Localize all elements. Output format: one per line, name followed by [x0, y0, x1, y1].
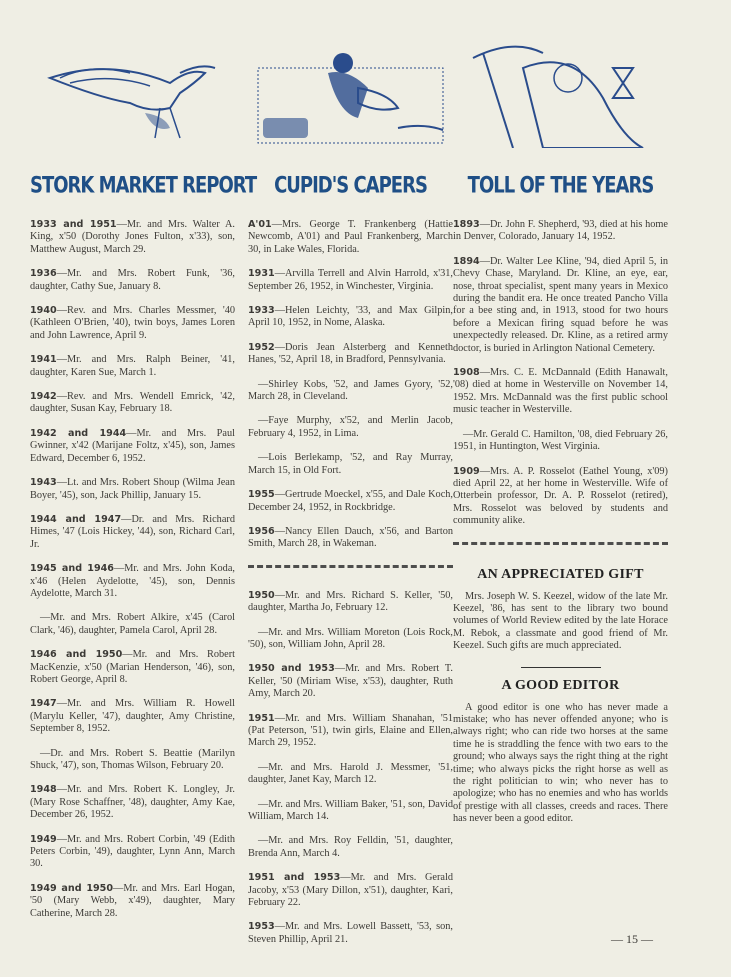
entry-year: 1955 [248, 489, 275, 501]
entry-text: —Mr. and Mrs. Gerald Jacoby, x'53 (Mary Dillon, x'51), daughter, Kari, February 22. [248, 872, 453, 909]
divider-rule [521, 667, 601, 668]
section-divider [453, 542, 668, 545]
entry-text: —Rev. and Mrs. Charles Messmer, '40 (Kathleen O'Brien, '40), twin boys, James Loren and John Lawrence, April 9. [30, 305, 235, 341]
entry [453, 367, 668, 417]
entry-year: 1956 [248, 525, 275, 537]
entry-year: 1931 [248, 268, 275, 280]
entry-year: 1942 [30, 391, 57, 403]
entry-year: 1950 and 1953 [248, 663, 335, 675]
entry-text: —Mrs. A. P. Rosselot (Eathel Young, x'09) died April 22, at her home in Westerville. Wife of Otterbein professor, Dr. A. P. Rosselot (retired), Mrs. Rosselot was beloved by students and community alike. [453, 465, 668, 527]
entry [248, 452, 453, 477]
entry-text: —Mr. and Mrs. Walter A. King, x'50 (Dorothy Jones Fulton, x'33), son, Matthew August, March 29. [30, 219, 235, 255]
entry [248, 526, 453, 551]
stork-entries-continued [248, 590, 453, 947]
entry-text: —Mr. and Mrs. Ralph Beiner, '41, daughter, Karen Sue, March 1. [30, 354, 235, 378]
entry-text: —Lt. and Mrs. Robert Shoup (Wilma Jean Boyer, '45), son, Jack Phillip, January 15. [30, 477, 235, 501]
entry-year: 1941 [30, 354, 57, 366]
stork-market-column [30, 0, 257, 932]
entry-year: 1936 [30, 268, 57, 280]
entry [30, 649, 235, 686]
entry [30, 883, 235, 920]
entry-text: —Mr. and Mrs. Robert Funk, '36, daughter, Cathy Sue, January 8. [30, 268, 235, 292]
entry [248, 342, 453, 367]
entry-year: 1909 [453, 465, 480, 477]
cupids-capers-header: CUPID'S CAPERS [274, 172, 427, 199]
entry-text: —Mrs. George T. Frankenberg (Hattie Newcomb, A'01) and Paul Frankenberg, March 30, in Lake Wales, Florida. [248, 219, 453, 255]
entry-year: 1952 [248, 341, 275, 353]
entry-year: 1949 and 1950 [30, 882, 114, 894]
section-divider [248, 565, 453, 568]
entry [248, 590, 453, 615]
entry-year: 1933 and 1951 [30, 219, 117, 230]
entry-year: 1944 and 1947 [30, 513, 122, 525]
toll-of-years-column [453, 0, 668, 838]
entry-text: —Mr. and Mrs. Robert Corbin, '49 (Edith Peters Corbin, '49), daughter, Lynn Ann, March 30. [30, 833, 235, 870]
entry-text: —Mr. and Mrs. Robert Alkire, x'45 (Carol Clark, '46), daughter, Pamela Carol, April 28. [30, 612, 235, 636]
entry-text: —Lois Berlekamp, '52, and Ray Murray, March 15, in Old Fort. [248, 452, 453, 476]
entry [30, 219, 235, 256]
entry-text: —Mr. and Mrs. Roy Felldin, '51, daughter, Brenda Ann, March 4. [248, 835, 453, 859]
entry [248, 489, 453, 514]
entry [30, 514, 235, 551]
entry-year: 1894 [453, 255, 480, 267]
entry-year: 1893 [453, 219, 480, 230]
entry [248, 305, 453, 330]
entry-text: —Mr. and Mrs. William Shanahan, '51 (Pat Peterson, '51), twin girls, Elaine and Ellen, March 29, 1952. [248, 712, 453, 749]
entry [30, 748, 235, 773]
entry-text: —Mr. and Mrs. Paul Gwinner, x'42 (Marijane Foltz, x'45), son, James Edward, December 6, 1952. [30, 427, 235, 464]
entry [30, 305, 235, 342]
scythe-icon [453, 38, 668, 148]
entry-text: —Nancy Ellen Dauch, x'56, and Barton Smith, March 28, in Wakeman. [248, 525, 453, 550]
stork-illustration [30, 0, 235, 130]
entry-text: —Doris Jean Alsterberg and Kenneth Hanes, '52, April 18, in Bradford, Pennsylvania. [248, 341, 453, 366]
gift-title: AN APPRECIATED GIFT [477, 566, 644, 582]
entry-text: —Gertrude Moeckel, x'55, and Dale Koch, December 24, 1952, in Rockbridge. [248, 489, 453, 513]
entry-text: —Mr. and Mrs. William R. Howell (Marylu Keller, '47), daughter, Amy Christine, September 8, 1952. [30, 698, 235, 735]
entry-year: 1947 [30, 698, 57, 710]
entry-year: 1951 [248, 712, 275, 724]
eloping-couple-icon [248, 38, 453, 148]
entry [30, 563, 235, 600]
entry [30, 834, 235, 871]
entry-year: 1940 [30, 305, 57, 317]
entry-text: —Dr. John F. Shepherd, '93, died at his home in Denver, Colorado, January 14, 1952. [453, 219, 668, 243]
entry [30, 391, 235, 416]
entry-year: 1942 and 1944 [30, 427, 127, 439]
entry [248, 627, 453, 652]
entry [248, 762, 453, 787]
obituary-entries [453, 219, 668, 528]
entry-year: 1950 [248, 589, 275, 601]
entry [453, 466, 668, 528]
entry [248, 799, 453, 824]
editor-text: A good editor is one who has never made a mistake; who has never offended anyone; who is always right; who can ride two horses at the same time he is straddling the fence with two ears to the ground; who always says the right thing at the right time; who always picks the right horse as well as the right politician to win; who never has to apologize; who has no enemies and who has worlds of prestige with all classes, creeds and races. There has never been a good editor. [453, 701, 668, 825]
page-number: — 15 — [611, 932, 653, 946]
entry [453, 256, 668, 355]
entry-year: 1948 [30, 784, 57, 796]
entry-text: —Arvilla Terrell and Alvin Harrold, x'31, September 26, 1952, in Winchester, Virginia. [248, 268, 453, 292]
cupids-capers-column [248, 0, 453, 958]
entry-year: 1943 [30, 477, 57, 489]
entry-text: —Mr. and Mrs. William Moreton (Lois Rock, '50), son, William John, April 28. [248, 626, 453, 650]
entry-year: 1908 [453, 367, 480, 379]
entry [30, 698, 235, 735]
entry-year: 1949 [30, 833, 57, 845]
entry-text: —Mr. and Mrs. Earl Hogan, '50 (Mary Webb, x'49), daughter, Mary Catherine, March 28. [30, 882, 235, 919]
gift-text: Mrs. Joseph W. S. Keezel, widow of the late Mr. Keezel, '86, has sent to the library two bound volumes of World Review edited by the late Horace M. Rebok, a classmate and good friend of Mr. Keezel. Such gifts are much appreciated. [453, 590, 668, 652]
stork-market-header: STORK MARKET REPORT [30, 172, 257, 199]
entry [248, 835, 453, 860]
entry-year: 1933 [248, 305, 275, 317]
entry-text: —Mrs. C. E. McDannald (Edith Hanawalt, '08) died at home in Westerville on November 14, 1952. Mrs. McDannald was the first public school music teacher in Westerville. [453, 367, 668, 416]
entry-year: 1951 and 1953 [248, 872, 341, 884]
entry-year: 1946 and 1950 [30, 649, 123, 661]
entry [248, 415, 453, 440]
stork-icon [30, 38, 235, 148]
father-time-illustration [453, 0, 668, 130]
stork-entries [30, 219, 235, 920]
entry-text: —Mr. and Mrs. Richard S. Keller, '50, daughter, Martha Jo, February 12. [248, 589, 453, 614]
entry [30, 354, 235, 379]
entry [453, 429, 668, 454]
cupid-illustration [248, 0, 453, 130]
entry [248, 713, 453, 750]
toll-of-years-header: TOLL OF THE YEARS [467, 172, 654, 199]
editor-title: A GOOD EDITOR [501, 677, 620, 693]
entry-text: —Faye Murphy, x'52, and Merlin Jacob, February 4, 1952, in Lima. [248, 415, 453, 439]
entry-text: —Mr. and Mrs. Robert K. Longley, Jr. (Mary Rose Schaffner, '48), daughter, Amy Kae, December 26, 1952. [30, 784, 235, 821]
entry-year: 1945 and 1946 [30, 563, 114, 575]
entry [453, 219, 668, 244]
entry [248, 872, 453, 909]
entry [30, 477, 235, 502]
entry-text: —Mr. and Mrs. Robert MacKenzie, x'50 (Marian Henderson, '46), son, Robert George, April 8. [30, 649, 235, 685]
entry [248, 921, 453, 946]
entry [30, 428, 235, 465]
entry [30, 784, 235, 821]
entry-year: A'01 [248, 219, 272, 230]
entry [248, 219, 453, 256]
entry-text: —Mr. and Mrs. John Koda, x'46 (Helen Aydelotte, '45), son, Dennis Aydelotte, March 31. [30, 563, 235, 599]
cupid-entries [248, 219, 453, 551]
entry [248, 379, 453, 404]
entry-text: —Mr. and Mrs. Lowell Bassett, '53, son, Steven Phillip, April 21. [248, 921, 453, 945]
entry-text: —Mr. Gerald C. Hamilton, '08, died February 26, 1951, in Huntington, West Virginia. [453, 428, 668, 453]
entry-text: —Mr. and Mrs. William Baker, '51, son, David William, March 14. [248, 798, 453, 822]
entry-text: —Helen Leichty, '33, and Max Gilpin, April 10, 1952, in Nome, Alaska. [248, 305, 453, 329]
entry [30, 612, 235, 637]
entry-text: —Dr. Walter Lee Kline, '94, died April 5, in Chevy Chase, Maryland. Dr. Kline, an eye, ear, nose, throat specialist, spent many years in Mexico during the bandit era. He once treated Pancho Villa for a bee sting and, in 1913, stood for two hours before a Mexican firing squad before he was unexpectedly released. Dr. Kline, as a retired army doctor, is buried in Arlington National Cemetery. [453, 255, 668, 354]
entry [248, 268, 453, 293]
entry-text: —Dr. and Mrs. Richard Himes, '47 (Lois Hickey, '44), son, Richard Carl, Jr. [30, 513, 235, 550]
entry-text: —Shirley Kobs, '52, and James Gyory, '52, March 28, in Cleveland. [248, 378, 453, 403]
entry-year: 1953 [248, 921, 275, 933]
entry-text: —Dr. and Mrs. Robert S. Beattie (Marilyn Shuck, '47), son, Thomas Wilson, February 20. [30, 747, 235, 771]
entry-text: —Rev. and Mrs. Wendell Emrick, '42, daughter, Susan Kay, February 18. [30, 391, 235, 415]
entry [248, 663, 453, 700]
entry-text: —Mr. and Mrs. Harold J. Messmer, '51, daughter, Janet Kay, March 12. [248, 761, 453, 786]
entry-text: —Mr. and Mrs. Robert T. Keller, '50 (Miriam Wise, x'53), daughter, Ruth Amy, March 20. [248, 663, 453, 700]
entry [30, 268, 235, 293]
